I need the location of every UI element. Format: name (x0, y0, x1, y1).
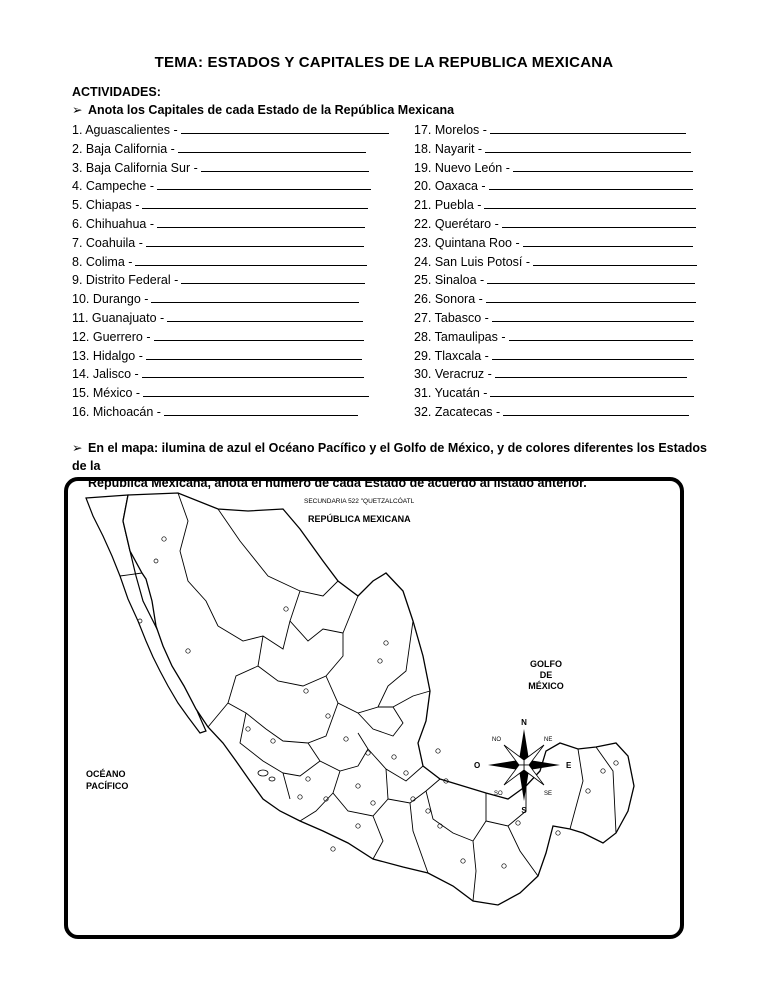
page-title: TEMA: ESTADOS Y CAPITALES DE LA REPUBLICA MEXICANA (154, 54, 614, 71)
states-list-right (414, 121, 697, 422)
state-entry (414, 347, 697, 366)
capital-answer-blank[interactable] (485, 140, 691, 153)
state-entry (72, 234, 389, 253)
capital-answer-blank[interactable] (164, 403, 358, 416)
capital-answer-blank[interactable] (181, 271, 365, 284)
capital-answer-blank[interactable] (151, 290, 359, 303)
state-label: 4. Campeche - (72, 179, 154, 194)
gulf-label-2: DE (539, 670, 553, 680)
state-label: 25. Sinaloa - (414, 273, 485, 288)
state-label: 23. Quintana Roo - (414, 235, 520, 250)
map-school-label: SECUNDARIA 522 "QUETZALCÓATL (304, 498, 415, 505)
state-label: 9. Distrito Federal - (72, 273, 179, 288)
capital-answer-blank[interactable] (509, 328, 693, 341)
state-label: 12. Guerrero - (72, 329, 151, 344)
arrow-bullet-icon: ➢ (72, 103, 83, 117)
state-label: 18. Nayarit - (414, 141, 483, 156)
capital-answer-blank[interactable] (490, 121, 686, 134)
state-entry (72, 140, 389, 159)
map-frame (64, 477, 684, 939)
state-label: 16. Michoacán - (72, 404, 161, 419)
capital-answer-blank[interactable] (201, 159, 369, 172)
capital-answer-blank[interactable] (142, 196, 368, 209)
state-label: 24. San Luis Potosí - (414, 254, 531, 269)
capital-answer-blank[interactable] (142, 365, 364, 378)
state-entry (414, 121, 697, 140)
state-entry (414, 196, 697, 215)
state-entry (72, 159, 389, 178)
compass-n: N (521, 718, 527, 727)
state-label: 3. Baja California Sur - (72, 160, 198, 175)
capital-answer-blank[interactable] (143, 384, 369, 397)
state-label: 11. Guanajuato - (72, 310, 165, 325)
state-label: 8. Colima - (72, 254, 133, 269)
state-entry (72, 365, 389, 384)
capital-answer-blank[interactable] (178, 140, 366, 153)
capital-answer-blank[interactable] (489, 177, 693, 190)
capital-answer-blank[interactable] (492, 309, 694, 322)
ocean-label-2: PACÍFICO (86, 781, 129, 791)
state-entry (414, 140, 697, 159)
state-label: 22. Querétaro - (414, 216, 499, 231)
state-label: 30. Veracruz - (414, 367, 492, 382)
state-label: 17. Morelos - (414, 123, 487, 137)
capital-answer-blank[interactable] (484, 196, 696, 209)
state-entry (72, 196, 389, 215)
state-label: 20. Oaxaca - (414, 179, 486, 194)
state-entry (414, 328, 697, 347)
state-label: 19. Nuevo León - (414, 160, 510, 175)
gulf-label-3: MÉXICO (528, 681, 564, 691)
state-entry (72, 328, 389, 347)
capital-answer-blank[interactable] (502, 215, 696, 228)
arrow-bullet-icon: ➢ (72, 441, 83, 455)
state-label: 13. Hidalgo - (72, 348, 143, 363)
capital-answer-blank[interactable] (154, 328, 364, 341)
capital-answer-blank[interactable] (146, 347, 362, 360)
compass-se: SE (544, 791, 553, 797)
map-instruction-line-2: República Mexicana, anota el número de cada Estado de acuerdo al listado anterior. (88, 476, 587, 490)
capital-answer-blank[interactable] (135, 253, 367, 266)
state-entry (414, 271, 697, 290)
state-label: 2. Baja California - (72, 141, 175, 156)
compass-no: NO (492, 737, 501, 743)
capital-answer-blank[interactable] (487, 271, 695, 284)
state-entry (72, 121, 389, 140)
state-entry (414, 234, 697, 253)
capital-answer-blank[interactable] (523, 234, 693, 247)
state-entry (414, 403, 697, 422)
mexico-map (68, 481, 680, 935)
state-entry (72, 177, 389, 196)
state-entry (72, 347, 389, 366)
capital-answer-blank[interactable] (490, 384, 694, 397)
state-entry (72, 271, 389, 290)
compass-so: SO (494, 791, 503, 797)
state-label: 21. Puebla - (414, 198, 482, 213)
instruction-capitals-text: Anota los Capitales de cada Estado de la República Mexicana (88, 103, 455, 117)
state-label: 6. Chihuahua - (72, 216, 155, 231)
capital-answer-blank[interactable] (157, 177, 371, 190)
capital-answer-blank[interactable] (533, 253, 697, 266)
capital-answer-blank[interactable] (167, 309, 363, 322)
state-label: 7. Coahuila - (72, 235, 143, 250)
map-heading: REPÚBLICA MEXICANA (308, 514, 411, 524)
capital-answer-blank[interactable] (181, 121, 389, 134)
state-entry (414, 290, 697, 309)
state-label: 31. Yucatán - (414, 386, 488, 401)
state-entry (72, 309, 389, 328)
state-entry (414, 365, 697, 384)
state-label: 10. Durango - (72, 292, 149, 307)
compass-s: S (521, 806, 527, 815)
capital-answer-blank[interactable] (146, 234, 364, 247)
states-list-left (72, 121, 389, 422)
compass-o: O (474, 761, 481, 770)
state-label: 15. México - (72, 386, 141, 401)
ocean-label-1: OCÉANO (86, 769, 126, 779)
islas-marias (258, 770, 268, 776)
state-label: 32. Zacatecas - (414, 404, 501, 419)
map-instruction-line-1: En el mapa: ilumina de azul el Océano Pacífico y el Golfo de México, y de colores diferentes los Estados de la (72, 441, 707, 473)
mexico-mainland[interactable] (123, 493, 634, 905)
activities-label: ACTIVIDADES: (72, 85, 161, 99)
capital-answer-blank[interactable] (157, 215, 365, 228)
state-label: 26. Sonora - (414, 292, 483, 307)
state-label: 28. Tamaulipas - (414, 329, 506, 344)
state-entry (414, 177, 697, 196)
capital-answer-blank[interactable] (513, 159, 693, 172)
compass-ne: NE (544, 737, 553, 743)
state-entry (72, 253, 389, 272)
instruction-capitals (72, 102, 454, 117)
capital-answer-blank[interactable] (492, 347, 694, 360)
capital-answer-blank[interactable] (495, 365, 687, 378)
gulf-label-1: GOLFO (530, 659, 562, 669)
state-entry (72, 403, 389, 422)
compass-e: E (566, 761, 572, 770)
state-entry (414, 159, 697, 178)
state-label: 5. Chiapas - (72, 198, 140, 213)
islas-marias-small (269, 777, 275, 781)
capital-answer-blank[interactable] (503, 403, 689, 416)
state-label: 1. Aguascalientes - (72, 123, 178, 137)
state-label: 29. Tlaxcala - (414, 348, 489, 363)
state-label: 14. Jalisco - (72, 367, 139, 382)
state-label: 27. Tabasco - (414, 310, 489, 325)
state-entry (72, 215, 389, 234)
state-entry (414, 309, 697, 328)
state-entry (414, 215, 697, 234)
capital-answer-blank[interactable] (486, 290, 696, 303)
state-entry (414, 384, 697, 403)
state-entry (72, 384, 389, 403)
state-entry (414, 253, 697, 272)
state-entry (72, 290, 389, 309)
